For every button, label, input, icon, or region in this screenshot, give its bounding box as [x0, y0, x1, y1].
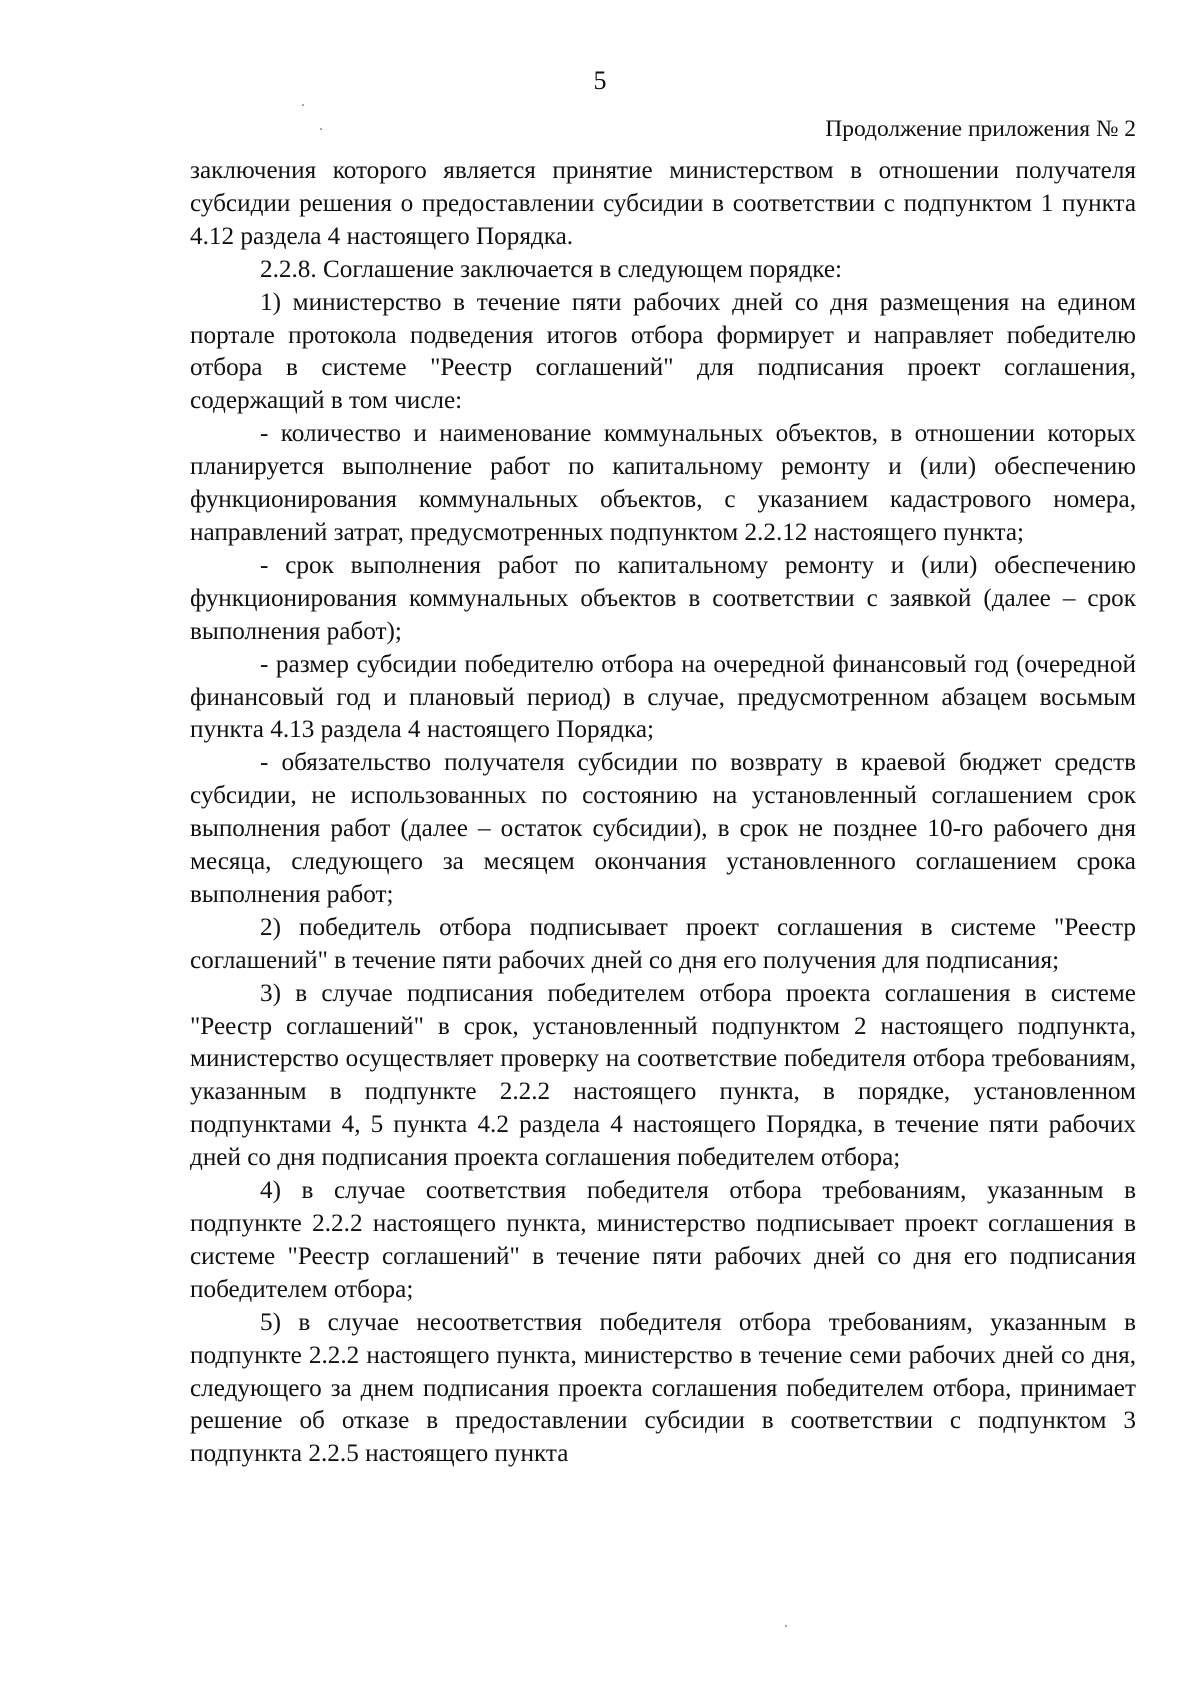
scan-speck [320, 128, 322, 130]
paragraph-item-3: 3) в случае подписания победителем отбора проекта соглашения в системе "Реестр соглашений" в срок, установленный подпунктом 2 настоящего подпункта, министерство осуществляет проверку на соответствие победителя отбора требованиям, указанным в подпункте 2.2.2 настоящего пункта, в порядке, установленном подпунктами 4, 5 пункта 4.2 раздела 4 настоящего Порядка, в течение пяти рабочих дней со дня подписания проекта соглашения победителем отбора; [190, 979, 1136, 1172]
scan-speck [302, 104, 304, 106]
paragraph-bullet-subsidy-size: - размер субсидии победителю отбора на очередной финансовый год (очередной финансовый год и плановый период) в случае, предусмотренном абзацем восьмым пункта 4.13 раздела 4 настоящего Порядка; [190, 650, 1136, 744]
scan-speck [785, 1625, 787, 1627]
paragraph-item-5: 5) в случае несоответствия победителя отбора требованиям, указанным в подпункте 2.2.2 настоящего пункта, министерство в течение семи рабочих дней со дня, следующего за днем подписания проекта соглашения победителем отбора, принимает решение об отказе в предоставлении субсидии в соответствии с подпунктом 3 подпункта 2.2.5 настоящего пункта [190, 1308, 1136, 1468]
paragraph-continuation: заключения которого является принятие министерством в отношении получателя субсидии решения о предоставлении субсидии в соответствии с подпунктом 1 пункта 4.12 раздела 4 настоящего Порядка. [190, 157, 1136, 250]
page-number: 5 [593, 66, 607, 95]
paragraph-bullet-deadline: - срок выполнения работ по капитальному ремонту и (или) обеспечению функционирования коммунальных объектов в соответствии с заявкой (далее – срок выполнения работ); [190, 551, 1136, 645]
appendix-continuation-note: Продолжение приложения № 2 [825, 116, 1136, 142]
paragraph-item-1: 1) министерство в течение пяти рабочих дней со дня размещения на едином портале протокола подведения итогов отбора формирует и направляет победителю отбора в системе "Реестр соглашений" для подписания проект соглашения, содержащий в том числе: [190, 288, 1136, 415]
paragraph-2-2-8: 2.2.8. Соглашение заключается в следующем порядке: [260, 255, 843, 283]
paragraph-bullet-objects: - количество и наименование коммунальных объектов, в отношении которых планируется выполнение работ по капитальному ремонту и (или) обеспечению функционирования коммунальных объектов, с указанием кадастрового номера, направлений затрат, предусмотренных подпунктом 2.2.12 настоящего пункта; [190, 420, 1136, 546]
document-body [190, 155, 1136, 1471]
paragraph-item-4: 4) в случае соответствия победителя отбора требованиям, указанным в подпункте 2.2.2 настоящего пункта, министерство подписывает проект соглашения в системе "Реестр соглашений" в течение пяти рабочих дней со дня его подписания победителем отбора; [190, 1177, 1136, 1303]
paragraph-bullet-obligation: - обязательство получателя субсидии по возврату в краевой бюджет средств субсидии, не использованных по состоянию на установленный соглашением срок выполнения работ (далее – остаток субсидии), в срок не позднее 10-го рабочего дня месяца, следующего за месяцем окончания установленного соглашением срока выполнения работ; [190, 749, 1136, 908]
paragraph-item-2: 2) победитель отбора подписывает проект соглашения в системе "Реестр соглашений" в течение пяти рабочих дней со дня его получения для подписания; [190, 913, 1136, 974]
